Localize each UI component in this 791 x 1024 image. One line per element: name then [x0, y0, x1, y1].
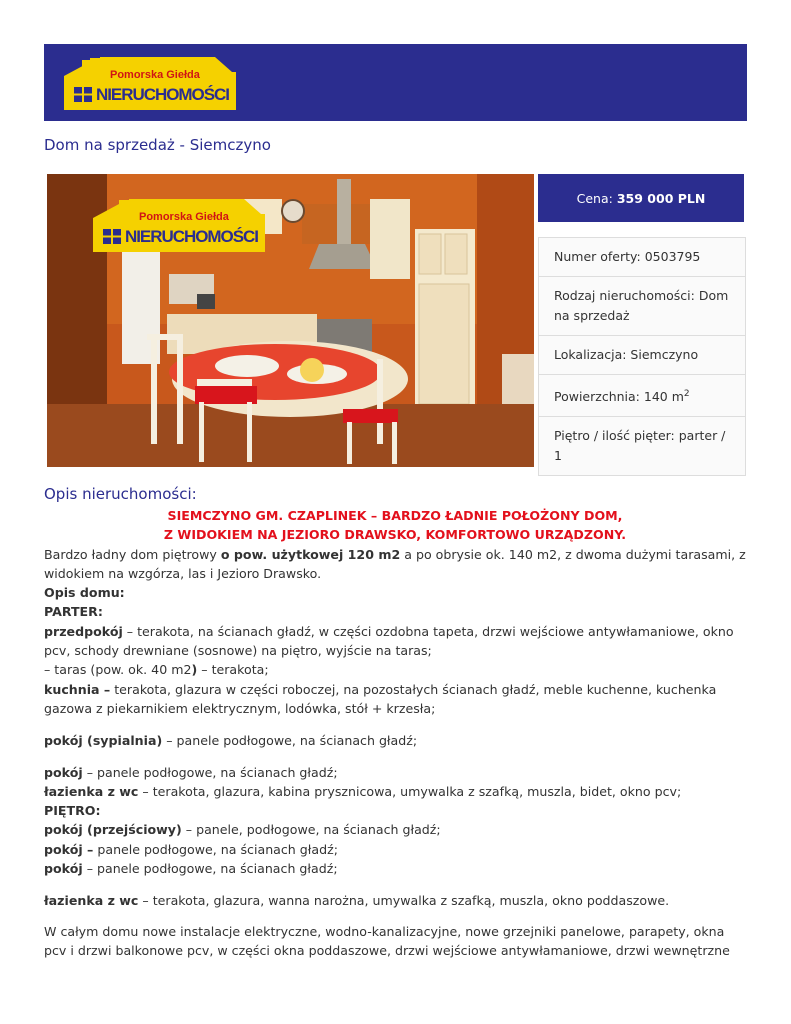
room-name: pokój: [44, 764, 83, 780]
room-2: [44, 840, 746, 859]
parter-label: PARTER:: [44, 604, 103, 620]
intro-text-a: Bardzo ładny dom piętrowy: [44, 546, 221, 562]
spacer: [44, 750, 746, 763]
first-floor-heading: [44, 801, 746, 820]
price-value: 359 000 PLN: [616, 190, 706, 206]
property-type: Rodzaj nieruchomości: Dom na sprzedaż: [539, 277, 745, 336]
room-details: – terakota, glazura, wanna narożna, umywalka z szafką, muszla, okno poddaszowe.: [138, 892, 670, 908]
svg-text:NIERUCHOMOŚCI: NIERUCHOMOŚCI: [96, 85, 230, 104]
spacer: [44, 718, 746, 731]
photo-watermark-logo: [89, 196, 269, 252]
svg-text:Pomorska Giełda: Pomorska Giełda: [139, 211, 229, 223]
room-hallway: [44, 622, 746, 661]
spacer: [44, 878, 746, 891]
terrace-text-a: – taras (pow. ok. 40 m2: [44, 662, 192, 678]
room-details: – panele, podłogowe, na ścianach gładź;: [181, 822, 441, 838]
room-name: łazienka z wc: [44, 892, 139, 908]
opis-domu-label: Opis domu:: [44, 585, 125, 601]
property-floor: Piętro / ilość pięter: parter / 1: [554, 428, 726, 464]
installations-paragraph: W całym domu nowe instalacje elektryczne, wodno-kanalizacyjne, nowe grzejniki panelowe, parapety, okna pcv i drzwi balkonowe pcv, w części okna poddaszowe, drzwi wejściowe antywłamaniowe, drzwi wewnętrzne: [44, 924, 730, 959]
terrace-text-b: ): [191, 662, 198, 678]
headline-line-1: SIEMCZYNO GM. CZAPLINEK – BARDZO ŁADNIE POŁOŻONY DOM,: [167, 508, 623, 523]
terrace-text-c: – terakota;: [197, 662, 269, 678]
room-details: – panele podłogowe, na ścianach gładź;: [162, 732, 418, 748]
offer-number: Numer oferty: 0503795: [539, 238, 745, 277]
room-name: pokój (sypialnia): [44, 732, 163, 748]
room-passage: [44, 820, 746, 839]
room-bedroom: [44, 731, 746, 750]
room-bathroom-2: [44, 891, 746, 910]
room-details: – panele podłogowe, na ścianach gładź;: [82, 764, 338, 780]
property-area: [539, 375, 745, 417]
room-terrace: [44, 660, 746, 679]
spacer: [44, 910, 746, 922]
room-details: panele podłogowe, na ścianach gładź;: [93, 841, 338, 857]
description-body: [44, 506, 746, 961]
room-kitchen: [44, 680, 746, 719]
intro-paragraph: [44, 545, 746, 584]
intro-text-bold: o pow. użytkowej 120 m2: [220, 546, 401, 562]
room-name: pokój –: [44, 841, 94, 857]
pietro-label: PIĘTRO:: [44, 803, 101, 819]
price-label: Cena:: [576, 190, 613, 206]
area-unit-sup: 2: [683, 389, 690, 399]
intro-text-c: a po obrysie ok. 140 m2, z dwoma dużymi tarasami, z widokiem na wzgórza, las i Jezioro Drawsko.: [44, 546, 746, 581]
svg-text:Pomorska Giełda: Pomorska Giełda: [110, 69, 200, 81]
property-photo[interactable]: [47, 174, 534, 467]
ground-floor-heading: [44, 602, 746, 621]
room-name: kuchnia –: [44, 681, 111, 697]
room-name: pokój (przejściowy): [44, 822, 182, 838]
page-title: Dom na sprzedaż - Siemczyno: [44, 136, 271, 154]
price-box: [538, 174, 744, 222]
area-value: Powierzchnia: 140 m: [554, 389, 684, 405]
house-description-heading: [44, 583, 746, 602]
room-details: – terakota, na ścianach gładź, w części ozdobna tapeta, drzwi wejściowe antywłamaniowe, okno pcv, schody drewniane (sosnowe) na piętro, wyjście na taras;: [44, 623, 734, 659]
room-1: [44, 763, 746, 782]
site-logo[interactable]: [60, 54, 240, 110]
svg-text:NIERUCHOMOŚCI: NIERUCHOMOŚCI: [125, 227, 259, 246]
room-details: – panele podłogowe, na ścianach gładź;: [82, 861, 338, 877]
room-details: terakota, glazura w części roboczej, na pozostałych ścianach gładź, meble kuchenne, kuchenka gazowa z piekarnikiem elektrycznym, lodówka, stół + krzesła;: [44, 681, 717, 716]
room-name: pokój: [44, 861, 83, 877]
site-header: [44, 44, 747, 121]
room-bathroom-1: [44, 782, 746, 801]
room-3: [44, 859, 746, 878]
headline-line-2: Z WIDOKIEM NA JEZIORO DRAWSKO, KOMFORTOWO URZĄDZONY.: [163, 527, 627, 543]
description-title: Opis nieruchomości:: [44, 485, 197, 503]
property-location: Lokalizacja: Siemczyno: [539, 336, 745, 375]
room-details: – terakota, glazura, kabina prysznicowa, umywalka z szafką, muszla, bidet, okno pcv;: [138, 783, 682, 799]
details-list: [538, 237, 746, 476]
room-name: łazienka z wc: [44, 783, 139, 799]
room-name: przedpokój: [44, 623, 123, 639]
